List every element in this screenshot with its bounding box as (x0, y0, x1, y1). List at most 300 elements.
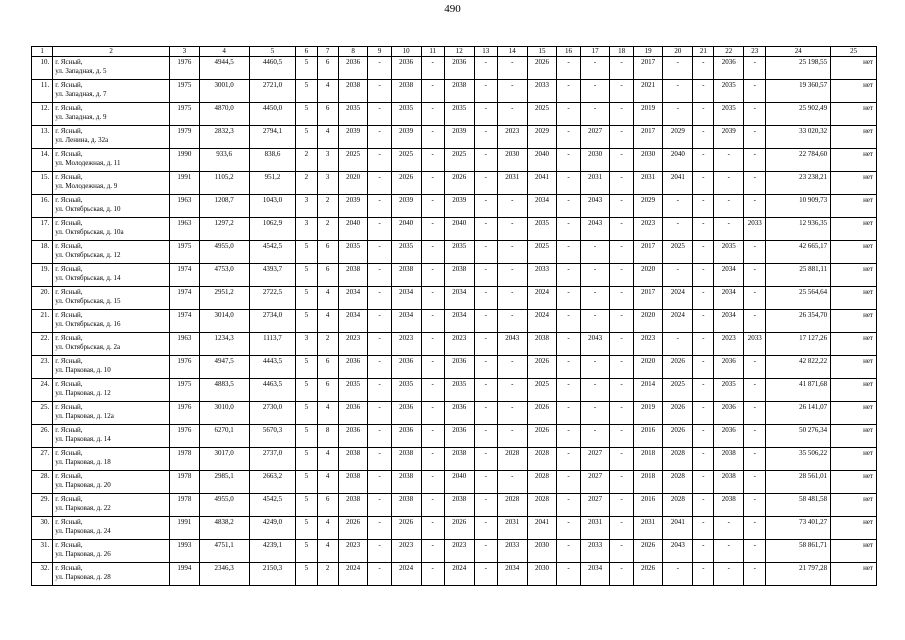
table-cell: - (610, 310, 633, 333)
table-cell: 2040 (444, 218, 474, 241)
table-cell: 4955,0 (199, 241, 249, 264)
table-cell: - (580, 402, 610, 425)
table-cell: - (368, 471, 391, 494)
page-number: 490 (444, 3, 461, 15)
table-cell: нет (831, 402, 877, 425)
address-street: ул. Октябрьская, д. 10а (55, 227, 124, 236)
column-header: 15 (527, 47, 557, 57)
table-cell: - (610, 287, 633, 310)
column-header: 25 (831, 47, 877, 57)
table-cell: 2024 (527, 287, 557, 310)
table-cell: 1976 (169, 356, 199, 379)
table-cell: 19 360,57 (766, 80, 831, 103)
address-cell (53, 494, 170, 517)
address-street: ул. Октябрьская, д. 14 (55, 273, 121, 282)
table-cell: - (557, 149, 580, 172)
address-cell (53, 241, 170, 264)
table-cell: 2035 (338, 241, 368, 264)
table-row (32, 103, 877, 126)
table-cell: 2020 (633, 310, 663, 333)
table-cell: - (610, 103, 633, 126)
table-cell: 3017,0 (199, 448, 249, 471)
table-cell: - (557, 80, 580, 103)
table-cell: 2017 (633, 57, 663, 80)
column-header: 9 (368, 47, 391, 57)
table-cell: - (557, 195, 580, 218)
table-cell: 4 (317, 471, 338, 494)
table-cell: - (368, 172, 391, 195)
table-cell: - (557, 425, 580, 448)
table-cell: 3 (296, 218, 317, 241)
table-cell: 2040 (338, 218, 368, 241)
table-cell: 1062,9 (249, 218, 296, 241)
table-cell: - (368, 80, 391, 103)
row-number: 30. (32, 517, 53, 540)
table-cell: 2 (317, 333, 338, 356)
table-cell: - (663, 264, 693, 287)
table-cell: 4 (317, 540, 338, 563)
table-row (32, 264, 877, 287)
table-cell: 1991 (169, 172, 199, 195)
table-cell: - (421, 218, 444, 241)
table-cell: - (744, 149, 766, 172)
table-cell: 2730,0 (249, 402, 296, 425)
table-cell: - (744, 379, 766, 402)
table-cell: - (663, 103, 693, 126)
table-cell: - (580, 310, 610, 333)
table-cell: - (557, 379, 580, 402)
table-cell: - (744, 80, 766, 103)
column-header: 20 (663, 47, 693, 57)
table-cell: 2038 (714, 471, 744, 494)
table-cell: - (368, 379, 391, 402)
table-cell: нет (831, 149, 877, 172)
header-row (32, 47, 877, 57)
table-cell: 25 198,55 (766, 57, 831, 80)
table-cell: 25 881,11 (766, 264, 831, 287)
table-cell: нет (831, 310, 877, 333)
table-cell: 5 (296, 310, 317, 333)
row-number: 31. (32, 540, 53, 563)
column-header: 11 (421, 47, 444, 57)
column-header: 13 (474, 47, 497, 57)
table-cell: - (557, 218, 580, 241)
column-header: 4 (199, 47, 249, 57)
address-cell (53, 333, 170, 356)
table-cell: - (693, 126, 714, 149)
table-cell: 2016 (633, 494, 663, 517)
table-cell: - (693, 287, 714, 310)
table-cell: 28 561,01 (766, 471, 831, 494)
table-cell: - (693, 471, 714, 494)
row-number: 20. (32, 287, 53, 310)
row-number: 13. (32, 126, 53, 149)
table-cell: - (421, 80, 444, 103)
table-cell: - (663, 333, 693, 356)
table-cell: - (580, 287, 610, 310)
table-cell: 2030 (497, 149, 527, 172)
table-cell: - (693, 494, 714, 517)
table-cell: 2036 (714, 57, 744, 80)
table-cell: - (663, 563, 693, 586)
address-street: ул. Парковая, д. 12 (55, 388, 111, 397)
table-cell: 2018 (633, 448, 663, 471)
table-cell: - (557, 540, 580, 563)
table-cell: 1978 (169, 494, 199, 517)
table-cell: 4393,7 (249, 264, 296, 287)
address-cell (53, 57, 170, 80)
table-cell: - (421, 379, 444, 402)
table-cell: - (474, 103, 497, 126)
table-cell: 2028 (527, 448, 557, 471)
column-header: 12 (444, 47, 474, 57)
table-cell: 2024 (663, 310, 693, 333)
table-cell: - (580, 80, 610, 103)
table-cell: - (474, 126, 497, 149)
table-cell: 42 665,17 (766, 241, 831, 264)
table-cell: - (744, 563, 766, 586)
table-cell: 2017 (633, 287, 663, 310)
table-cell: - (557, 402, 580, 425)
table-cell: 2038 (444, 494, 474, 517)
table-cell: 2794,1 (249, 126, 296, 149)
table-cell: 2035 (527, 218, 557, 241)
table-cell: - (368, 264, 391, 287)
table-cell: - (421, 494, 444, 517)
address-cell (53, 195, 170, 218)
table-cell: 2026 (338, 517, 368, 540)
address-cell (53, 540, 170, 563)
table-cell: 2038 (444, 264, 474, 287)
column-header: 14 (497, 47, 527, 57)
table-cell: нет (831, 494, 877, 517)
table-cell: 2985,1 (199, 471, 249, 494)
table-cell: 2038 (527, 333, 557, 356)
table-cell: - (693, 563, 714, 586)
table-cell: нет (831, 471, 877, 494)
table-cell: 4249,0 (249, 517, 296, 540)
table-cell: 2951,2 (199, 287, 249, 310)
table-cell: - (368, 149, 391, 172)
table-cell: 26 141,07 (766, 402, 831, 425)
table-cell: - (580, 57, 610, 80)
address-city: г. Ясный, (55, 311, 83, 319)
address-city: г. Ясный, (55, 288, 83, 296)
table-row (32, 310, 877, 333)
table-cell: - (421, 540, 444, 563)
table-cell: - (497, 241, 527, 264)
table-cell: 1974 (169, 310, 199, 333)
table-cell: - (474, 149, 497, 172)
row-number: 21. (32, 310, 53, 333)
address-cell (53, 218, 170, 241)
table-cell: нет (831, 126, 877, 149)
table-cell: - (610, 379, 633, 402)
table-cell: - (744, 195, 766, 218)
table-cell: нет (831, 448, 877, 471)
table-cell: - (610, 218, 633, 241)
table-cell: 2033 (497, 540, 527, 563)
table-cell: 2023 (497, 126, 527, 149)
table-cell: 2020 (338, 172, 368, 195)
table-cell: 5 (296, 471, 317, 494)
table-cell: - (744, 310, 766, 333)
address-cell (53, 287, 170, 310)
table-cell: - (693, 402, 714, 425)
table-cell: нет (831, 264, 877, 287)
table-cell: 3014,0 (199, 310, 249, 333)
table-cell: 2036 (338, 57, 368, 80)
table-cell: 5 (296, 103, 317, 126)
address-street: ул. Парковая, д. 20 (55, 480, 111, 489)
table-cell: нет (831, 425, 877, 448)
table-cell: 2041 (527, 172, 557, 195)
table-cell: - (693, 333, 714, 356)
table-cell: 2832,3 (199, 126, 249, 149)
table-cell: 5 (296, 402, 317, 425)
table-cell: 2034 (391, 310, 421, 333)
table-cell: 2033 (744, 333, 766, 356)
table-cell: 2 (296, 149, 317, 172)
table-cell: 58 481,58 (766, 494, 831, 517)
table-cell: 4 (317, 402, 338, 425)
row-number: 16. (32, 195, 53, 218)
table-cell: 4947,5 (199, 356, 249, 379)
table-cell: 2030 (527, 563, 557, 586)
table-cell: 2038 (391, 80, 421, 103)
table-cell: нет (831, 540, 877, 563)
table-cell: 2021 (633, 80, 663, 103)
table-cell: 2026 (663, 425, 693, 448)
address-city: г. Ясный, (55, 265, 83, 273)
table-cell: - (744, 287, 766, 310)
table-cell: 5 (296, 517, 317, 540)
table-cell: 5 (296, 241, 317, 264)
table-cell: 2034 (497, 563, 527, 586)
table-cell: - (474, 540, 497, 563)
table-cell: - (421, 310, 444, 333)
table-cell: нет (831, 333, 877, 356)
table-cell: - (744, 517, 766, 540)
table-cell: - (744, 126, 766, 149)
table-cell: 2035 (444, 379, 474, 402)
address-street: ул. Октябрьская, д. 12 (55, 250, 121, 259)
table-cell: 2033 (527, 264, 557, 287)
table-cell: 2025 (527, 379, 557, 402)
table-cell: 2039 (444, 126, 474, 149)
table-cell: 6 (317, 241, 338, 264)
table-cell: - (497, 379, 527, 402)
row-number: 15. (32, 172, 53, 195)
table-cell: 4944,5 (199, 57, 249, 80)
table-cell: нет (831, 241, 877, 264)
table-cell: - (693, 379, 714, 402)
table-cell: 2035 (391, 379, 421, 402)
table-cell: - (693, 264, 714, 287)
table-cell: - (474, 195, 497, 218)
table-cell: 2038 (338, 471, 368, 494)
table-cell: - (421, 425, 444, 448)
address-cell (53, 448, 170, 471)
table-cell: - (497, 195, 527, 218)
table-cell: 2150,3 (249, 563, 296, 586)
address-cell (53, 149, 170, 172)
table-cell: - (714, 195, 744, 218)
table-cell: - (421, 195, 444, 218)
address-street: ул. Ленина, д. 32а (55, 135, 109, 144)
table-cell: 1113,7 (249, 333, 296, 356)
table-cell: 5 (296, 540, 317, 563)
table-cell: - (474, 379, 497, 402)
table-cell: 1974 (169, 264, 199, 287)
table-cell: 42 822,22 (766, 356, 831, 379)
table-cell: - (557, 471, 580, 494)
table-cell: - (610, 126, 633, 149)
address-street: ул. Октябрьская, д. 2а (55, 342, 121, 351)
table-cell: 2663,2 (249, 471, 296, 494)
table-cell: - (580, 356, 610, 379)
table-cell: - (610, 425, 633, 448)
table-cell: 2039 (391, 126, 421, 149)
table-cell: - (693, 448, 714, 471)
table-cell: - (580, 241, 610, 264)
table-row (32, 517, 877, 540)
table-cell: - (474, 241, 497, 264)
table-row (32, 540, 877, 563)
column-header: 19 (633, 47, 663, 57)
table-cell: - (744, 103, 766, 126)
table-cell: - (744, 448, 766, 471)
table-cell: нет (831, 172, 877, 195)
table-row (32, 356, 877, 379)
table-row (32, 425, 877, 448)
table-cell: - (557, 448, 580, 471)
table-cell: 2034 (714, 310, 744, 333)
table-cell: - (610, 241, 633, 264)
table-cell: - (497, 57, 527, 80)
table-cell: - (474, 494, 497, 517)
table-cell: 2036 (714, 425, 744, 448)
table-cell: 5 (296, 287, 317, 310)
table-cell: - (663, 218, 693, 241)
table-cell: 2025 (338, 149, 368, 172)
table-cell: - (474, 448, 497, 471)
table-cell: 2031 (580, 517, 610, 540)
table-cell: 2019 (633, 402, 663, 425)
row-number: 32. (32, 563, 53, 586)
table-cell: 2034 (444, 310, 474, 333)
table-cell: 4239,1 (249, 540, 296, 563)
table-cell: 1043,0 (249, 195, 296, 218)
address-city: г. Ясный, (55, 541, 83, 549)
table-cell: - (610, 402, 633, 425)
table-cell: - (610, 333, 633, 356)
table-cell: 6 (317, 264, 338, 287)
table-cell: - (421, 448, 444, 471)
table-cell: - (421, 333, 444, 356)
table-cell: 4 (317, 517, 338, 540)
table-cell: 2033 (580, 540, 610, 563)
table-cell: 2034 (580, 563, 610, 586)
table-cell: 2023 (444, 540, 474, 563)
table-cell: - (368, 333, 391, 356)
row-number: 23. (32, 356, 53, 379)
table-cell: - (474, 310, 497, 333)
table-cell: - (557, 264, 580, 287)
address-cell (53, 402, 170, 425)
table-cell: 2023 (338, 540, 368, 563)
table-cell: 4542,5 (249, 241, 296, 264)
table-cell: 2036 (391, 57, 421, 80)
table-cell: - (421, 356, 444, 379)
table-cell: 2035 (444, 103, 474, 126)
table-cell: 5 (296, 80, 317, 103)
row-number: 14. (32, 149, 53, 172)
table-cell: 2016 (633, 425, 663, 448)
table-cell: нет (831, 103, 877, 126)
table-cell: 2028 (663, 494, 693, 517)
table-cell: 2027 (580, 448, 610, 471)
table-cell: - (368, 448, 391, 471)
table-cell: 2033 (527, 80, 557, 103)
table-cell: - (557, 333, 580, 356)
address-street: ул. Парковая, д. 12а (55, 411, 114, 420)
table-cell: 2014 (633, 379, 663, 402)
row-number: 17. (32, 218, 53, 241)
table-cell: 2031 (633, 172, 663, 195)
table-cell: 2040 (391, 218, 421, 241)
table-cell: 2 (296, 172, 317, 195)
table-cell: 4 (317, 287, 338, 310)
table-row (32, 218, 877, 241)
table-cell: 1234,3 (199, 333, 249, 356)
table-cell: 22 784,60 (766, 149, 831, 172)
table-cell: 2029 (527, 126, 557, 149)
table-cell: - (368, 241, 391, 264)
table-cell: 2038 (338, 264, 368, 287)
table-cell: 5 (296, 264, 317, 287)
table-cell: 2039 (338, 126, 368, 149)
table-cell: 2038 (338, 494, 368, 517)
table-cell: 50 276,34 (766, 425, 831, 448)
table-cell: - (368, 563, 391, 586)
table-cell: 2027 (580, 471, 610, 494)
table-cell: 2034 (444, 287, 474, 310)
table-cell: 1975 (169, 103, 199, 126)
table-cell: 2025 (527, 103, 557, 126)
table-cell: - (580, 379, 610, 402)
address-city: г. Ясный, (55, 242, 83, 250)
table-cell: 5 (296, 494, 317, 517)
table-cell: - (663, 80, 693, 103)
table-cell: - (497, 471, 527, 494)
table-cell: 2036 (714, 402, 744, 425)
table-cell: 2039 (714, 126, 744, 149)
table-cell: 2035 (391, 103, 421, 126)
table-cell: 2038 (391, 494, 421, 517)
table-cell: 2040 (663, 149, 693, 172)
table-cell: - (497, 264, 527, 287)
table-cell: - (610, 494, 633, 517)
address-city: г. Ясный, (55, 173, 83, 181)
table-cell: - (557, 126, 580, 149)
column-header: 21 (693, 47, 714, 57)
table-cell: 4460,5 (249, 57, 296, 80)
table-cell: 2041 (527, 517, 557, 540)
table-cell: - (368, 287, 391, 310)
table-cell: 2346,3 (199, 563, 249, 586)
table-cell: 2040 (527, 149, 557, 172)
